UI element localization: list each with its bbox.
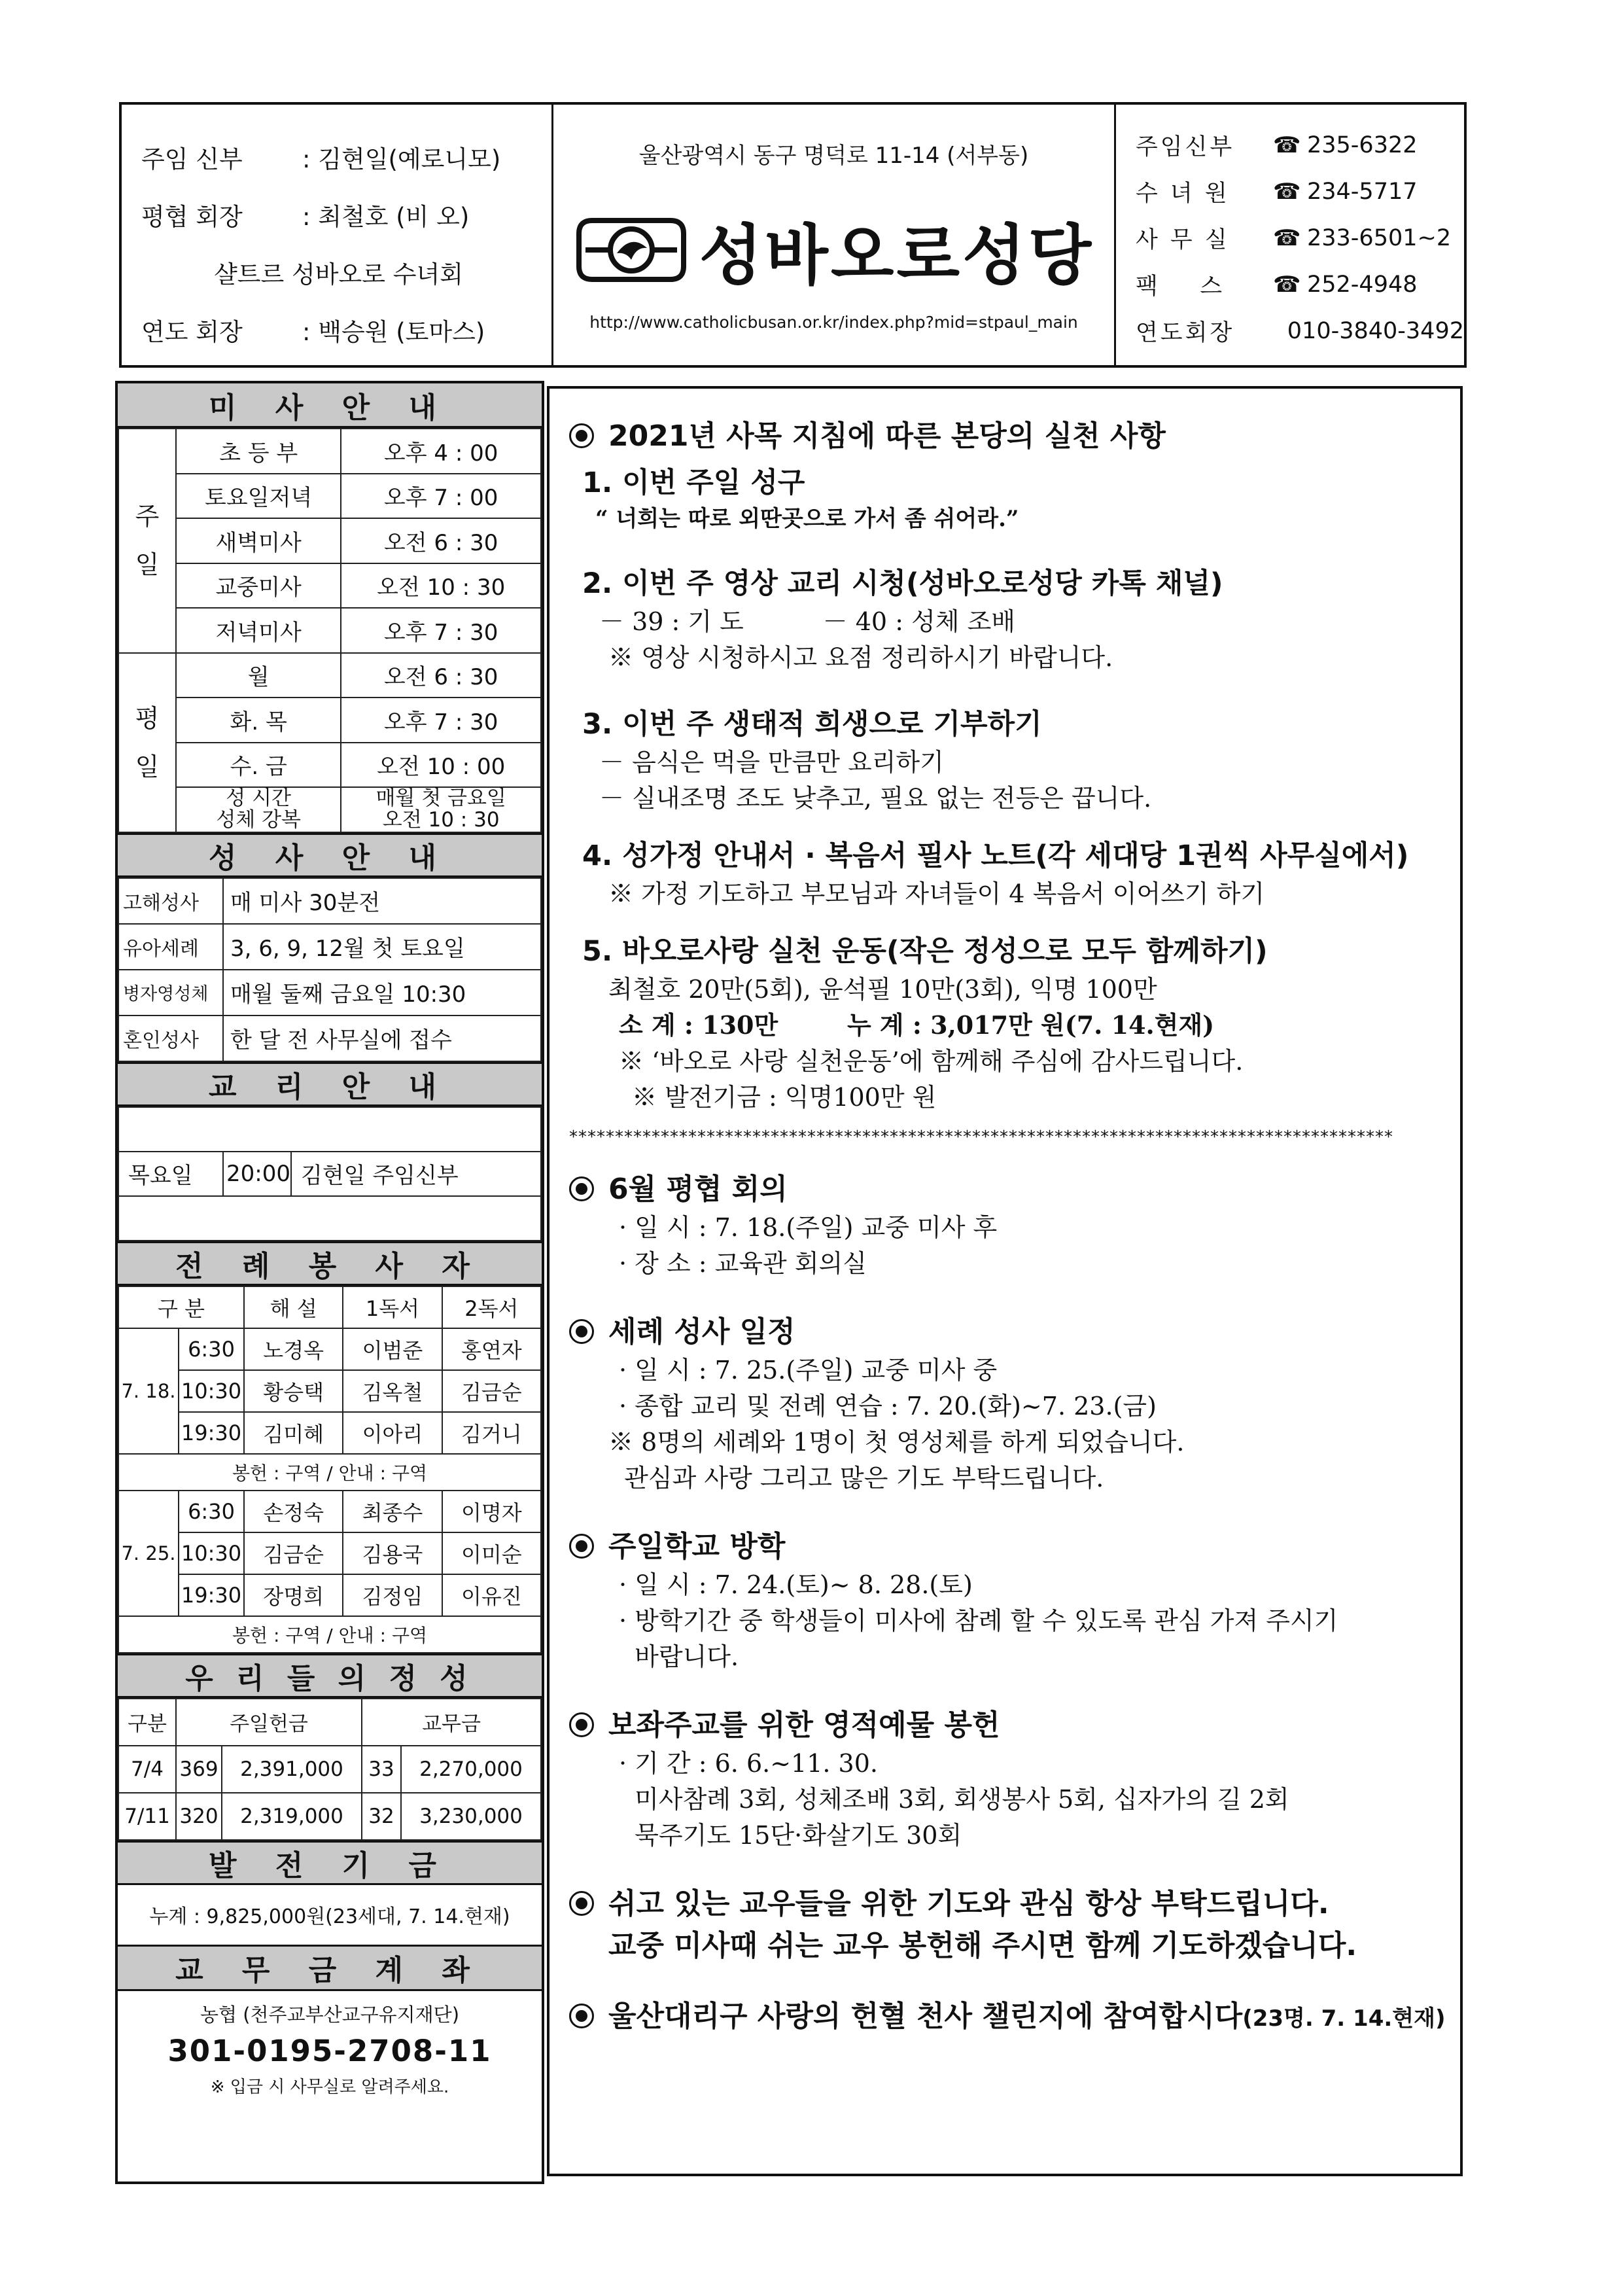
table-row	[118, 518, 541, 563]
table-row	[118, 1491, 541, 1532]
server-name: 김금순	[244, 1532, 343, 1574]
notice-line: 교중 미사때 쉬는 교우 봉헌해 주시면 함께 기도하겠습니다.	[608, 1929, 1357, 1962]
table-row	[118, 1107, 541, 1152]
notice-title-text: 울산대리구 사랑의 헌혈 천사 챌린지에 참여합시다	[608, 2000, 1243, 2033]
pastoral-item-line: ※ ‘바오로 사랑 실천운동’에 함께해 주심에 감사드립니다.	[619, 1047, 1244, 1076]
server-name: 김정임	[343, 1574, 442, 1616]
col-header: 교무금	[362, 1699, 541, 1746]
notice-title-text: 6월 평협 회의	[608, 1173, 788, 1206]
notice-title-text: 보좌주교를 위한 영적예물 봉헌	[608, 1708, 1000, 1742]
mass-name: 교중미사	[176, 563, 341, 609]
contact-row	[1136, 261, 1464, 308]
weekday-label-text: 평 일	[135, 703, 160, 781]
table-row	[118, 1328, 541, 1370]
table-row	[118, 924, 541, 970]
notice-line: 관심과 사랑 그리고 많은 기도 부탁드립니다.	[608, 1464, 1104, 1492]
contact-row	[1136, 308, 1464, 354]
service-time: 10:30	[179, 1370, 244, 1412]
church-brand	[553, 203, 1114, 297]
table-row	[118, 608, 541, 653]
table-row	[118, 1793, 541, 1840]
table-row	[118, 1412, 541, 1454]
bulletin-header	[119, 102, 1467, 368]
service-date: 7. 18.	[118, 1328, 179, 1454]
servers-section-title: 전 례 봉 사 자	[118, 1241, 542, 1286]
mass-name: 월	[176, 653, 341, 698]
table-row	[118, 474, 541, 519]
pastoral-item-line: － 39 : 기 도 － 40 : 성체 조배	[599, 607, 1015, 636]
offering-section-title: 우 리 들 의 정 성	[118, 1653, 542, 1698]
notice-line: 미사참례 3회, 성체조배 3회, 회생봉사 5회, 십자가의 길 2회	[619, 1785, 1289, 1814]
mass-time: 오전 6 : 30	[341, 518, 541, 563]
sacrament-table	[118, 877, 542, 1062]
server-name: 이아리	[343, 1412, 442, 1454]
phone-icon: ☎	[1273, 132, 1301, 158]
staff-label: 주임 신부	[141, 145, 243, 173]
server-name: 손정숙	[244, 1491, 343, 1532]
phone-icon: ☎	[1273, 224, 1301, 251]
mass-name: 화. 목	[176, 698, 341, 743]
pastoral-item-title: 2. 이번 주 영상 교리 시청(성바오로성당 카톡 채널)	[582, 567, 1223, 600]
table-row	[118, 429, 541, 474]
bank-name: 농협 (천주교부산교구유지재단)	[200, 2003, 460, 2026]
pastoral-heading	[569, 412, 1454, 454]
table-row	[118, 653, 541, 698]
empty-cell	[118, 1196, 541, 1241]
bank-section-title: 교 무 금 계 좌	[118, 1947, 542, 1991]
server-name: 이유진	[442, 1574, 541, 1616]
pastoral-heading-text: 2021년 사목 지침에 따른 본당의 실천 사항	[608, 419, 1166, 453]
server-name: 최종수	[343, 1491, 442, 1532]
server-name: 노경옥	[244, 1328, 343, 1370]
catechism-time: 20:00	[223, 1152, 291, 1196]
col-header: 해 설	[244, 1286, 343, 1328]
church-logo-icon	[574, 214, 689, 286]
table-row	[118, 743, 541, 788]
table-row	[118, 1196, 541, 1241]
header-contacts	[1116, 105, 1464, 365]
sacrament-name: 유아세례	[118, 924, 223, 970]
mass-time	[341, 787, 541, 832]
table-row	[118, 970, 541, 1016]
offering-table	[118, 1698, 542, 1841]
contact-label: 연도회장	[1136, 319, 1235, 346]
dues-amount: 3,230,000	[401, 1793, 541, 1840]
col-header: 구분	[118, 1699, 176, 1746]
sacrament-info: 매월 둘째 금요일 10:30	[223, 970, 541, 1016]
staff-row-council	[141, 186, 536, 243]
notice-line: · 일 시 : 7. 18.(주일) 교중 미사 후	[619, 1213, 998, 1242]
pastoral-item-title: 4. 성가정 안내서 · 복음서 필사 노트(각 세대당 1권씩 사무실에서)	[582, 839, 1409, 872]
contact-phone: 010-3840-3492	[1287, 317, 1464, 344]
col-header: 1독서	[343, 1286, 442, 1328]
server-name: 장명희	[244, 1574, 343, 1616]
pastoral-item-line: ※ 발전기금 : 익명100만 원	[632, 1083, 937, 1112]
server-name: 김미혜	[244, 1412, 343, 1454]
notice-line: · 일 시 : 7. 24.(토)~ 8. 28.(토)	[619, 1570, 973, 1599]
pastoral-item-line: ※ 영상 시청하시고 요점 정리하시기 바랍니다.	[608, 643, 1113, 672]
sunday-label-text: 주 일	[135, 502, 160, 580]
table-row	[118, 1532, 541, 1574]
col-header: 주일헌금	[176, 1699, 362, 1746]
table-row	[118, 1574, 541, 1616]
scripture-quote: “ 너희는 따로 외딴곳으로 가서 좀 쉬어라.”	[595, 506, 1019, 532]
staff-value: 샬트르 성바오로 수녀회	[214, 260, 463, 289]
sunday-label	[118, 429, 176, 653]
server-name: 김거니	[442, 1412, 541, 1454]
contact-row	[1136, 168, 1464, 215]
contact-phone: 235-6322	[1307, 132, 1418, 158]
col-header: 구 분	[118, 1286, 244, 1328]
bullet-icon	[569, 1319, 594, 1344]
col-header: 2독서	[442, 1286, 541, 1328]
mass-time-text: 매월 첫 금요일 오전 10 : 30	[375, 786, 506, 832]
server-name: 이범준	[343, 1328, 442, 1370]
liturgy-servers-table	[118, 1286, 542, 1653]
staff-row-sisters	[141, 243, 536, 301]
notice-title	[569, 1701, 1454, 1743]
table-row	[118, 1746, 541, 1793]
offering-date: 7/4	[118, 1746, 176, 1793]
service-time: 19:30	[179, 1412, 244, 1454]
mass-section-title: 미 사 안 내	[118, 383, 542, 428]
server-name: 황승택	[244, 1370, 343, 1412]
mass-name-text: 성 시간 성체 강복	[216, 786, 301, 832]
service-note: 봉헌 : 구역 / 안내 : 구역	[118, 1616, 541, 1653]
notice-line: ※ 8명의 세례와 1명이 첫 영성체를 하게 되었습니다.	[608, 1428, 1185, 1457]
offering-count: 369	[176, 1746, 222, 1793]
pastoral-item-title: 5. 바오로사랑 실천 운동(작은 정성으로 모두 함께하기)	[582, 935, 1268, 968]
staff-value: : 김현일(예로니모)	[302, 145, 501, 173]
sacrament-info: 매 미사 30분전	[223, 878, 541, 924]
offering-amount: 2,319,000	[222, 1793, 362, 1840]
table-row	[118, 1016, 541, 1061]
pastoral-item-line: ※ 가정 기도하고 부모님과 자녀들이 4 복음서 이어쓰기 하기	[608, 879, 1265, 908]
table-header-row	[118, 1699, 541, 1746]
sacrament-name: 고해성사	[118, 878, 223, 924]
mass-time: 오전 10 : 30	[341, 563, 541, 609]
bullet-icon	[569, 1176, 594, 1201]
service-time: 6:30	[179, 1328, 244, 1370]
staff-row-pastor	[141, 128, 536, 186]
mass-name: 수. 금	[176, 743, 341, 788]
mass-schedule-table	[118, 428, 542, 833]
server-name: 김용국	[343, 1532, 442, 1574]
mass-name: 새벽미사	[176, 518, 341, 563]
bullet-icon	[569, 423, 594, 448]
notice-title	[569, 1308, 1454, 1350]
server-name: 이미순	[442, 1532, 541, 1574]
notice-line: 묵주기도 15단·화살기도 30회	[619, 1821, 962, 1850]
notice-title	[569, 1880, 1454, 1922]
staff-value: : 백승원 (토마스)	[302, 318, 485, 346]
staff-label: 연도 회장	[141, 318, 243, 346]
mass-name	[176, 787, 341, 832]
pastoral-item-line: － 실내조명 조도 낮추고, 필요 없는 전등은 끕니다.	[599, 784, 1152, 813]
table-row	[118, 1616, 541, 1653]
notice-line: · 방학기간 중 학생들이 미사에 참례 할 수 있도록 관심 가져 주시기	[619, 1606, 1338, 1635]
notice-title	[569, 1165, 1454, 1207]
sacrament-info: 3, 6, 9, 12월 첫 토요일	[223, 924, 541, 970]
contact-phone: 252-4948	[1307, 271, 1418, 298]
phone-icon: ☎	[1273, 271, 1301, 298]
notice-title-text: 쉬고 있는 교우들을 위한 기도와 관심 항상 부탁드립니다.	[608, 1887, 1329, 1920]
mass-time: 오후 7 : 00	[341, 474, 541, 519]
separator-line: ******************************************************************************************	[569, 1127, 1393, 1147]
notice-title	[569, 1523, 1454, 1564]
fund-total: 누계 : 9,825,000원(23세대, 7. 14.현재)	[118, 1885, 542, 1947]
bullet-icon	[569, 2004, 594, 2028]
service-time: 19:30	[179, 1574, 244, 1616]
service-note: 봉헌 : 구역 / 안내 : 구역	[118, 1454, 541, 1491]
notice-line: · 일 시 : 7. 25.(주일) 교중 미사 중	[619, 1356, 998, 1385]
dues-amount: 2,270,000	[401, 1746, 541, 1793]
contact-phone: 234-5717	[1307, 178, 1418, 205]
mass-time: 오전 6 : 30	[341, 653, 541, 698]
sacrament-name: 혼인성사	[118, 1016, 223, 1061]
notice-title	[569, 1992, 1454, 2034]
catechism-table	[118, 1106, 542, 1241]
offering-count: 320	[176, 1793, 222, 1840]
service-time: 6:30	[179, 1491, 244, 1532]
server-name: 이명자	[442, 1491, 541, 1532]
bullet-icon	[569, 1891, 594, 1916]
sacrament-info: 한 달 전 사무실에 접수	[223, 1016, 541, 1061]
staff-value: : 최철호 (비 오)	[302, 203, 470, 231]
phone-icon: ☎	[1273, 178, 1301, 205]
church-address: 울산광역시 동구 명덕로 11-14 (서부동)	[638, 143, 1029, 169]
contact-label: 수 녀 원	[1136, 180, 1230, 207]
offering-date: 7/11	[118, 1793, 176, 1840]
bank-account	[118, 1991, 542, 2098]
server-name: 홍연자	[442, 1328, 541, 1370]
notice-line: 바랍니다.	[619, 1642, 739, 1671]
contact-label: 사 무 실	[1136, 226, 1230, 253]
contact-row	[1136, 215, 1464, 261]
notice-line: · 기 간 : 6. 6.~11. 30.	[619, 1749, 878, 1778]
catechism-day: 목요일	[118, 1152, 223, 1196]
pastoral-item-line: － 음식은 먹을 만큼만 요리하기	[599, 748, 944, 777]
mass-time: 오후 7 : 30	[341, 698, 541, 743]
mass-name: 토요일저녁	[176, 474, 341, 519]
contact-phone: 233-6501~2	[1307, 224, 1452, 251]
offering-amount: 2,391,000	[222, 1746, 362, 1793]
notice-title-text: 주일학교 방학	[608, 1530, 786, 1563]
header-title	[553, 105, 1116, 365]
pastoral-item-title: 3. 이번 주 생태적 희생으로 기부하기	[582, 708, 1042, 741]
pastoral-item-line: 소 계 : 130만 누 계 : 3,017만 원(7. 14.현재)	[619, 1010, 1215, 1040]
fund-section-title: 발 전 기 금	[118, 1841, 542, 1885]
table-row	[118, 878, 541, 924]
table-header-row	[118, 1286, 541, 1328]
notice-body	[547, 386, 1463, 2176]
contact-row	[1136, 122, 1464, 168]
weekday-label	[118, 653, 176, 832]
table-row	[118, 698, 541, 743]
pastoral-item-line: 최철호 20만(5회), 윤석필 10만(3회), 익명 100만	[608, 975, 1157, 1004]
table-row	[118, 1370, 541, 1412]
bullet-icon	[569, 1534, 594, 1559]
empty-cell	[118, 1107, 541, 1152]
dues-count: 33	[362, 1746, 401, 1793]
sacrament-section-title: 성 사 안 내	[118, 833, 542, 877]
church-url[interactable]: http://www.catholicbusan.or.kr/index.php?mid=stpaul_main	[589, 313, 1078, 332]
table-row	[118, 1454, 541, 1491]
service-date: 7. 25.	[118, 1491, 179, 1616]
catechism-teacher: 김현일 주임신부	[291, 1152, 541, 1196]
mass-time: 오전 10 : 00	[341, 743, 541, 788]
bank-account-number: 301-0195-2708-11	[167, 2033, 492, 2068]
server-name: 김금순	[442, 1370, 541, 1412]
bullet-icon	[569, 1712, 594, 1737]
sacrament-name: 병자영성체	[118, 970, 223, 1016]
notice-line: · 종합 교리 및 전례 연습 : 7. 20.(화)~7. 23.(금)	[619, 1392, 1157, 1421]
pastoral-item-title: 1. 이번 주일 성구	[582, 467, 805, 499]
notice-title-suffix: (23명. 7. 14.현재)	[1242, 2005, 1446, 2032]
table-row	[118, 787, 541, 832]
table-row	[118, 563, 541, 609]
staff-row-yeondo	[141, 301, 536, 359]
mass-time: 오후 4 : 00	[341, 429, 541, 474]
table-row	[118, 1152, 541, 1196]
church-name: 성바오로성당	[699, 217, 1094, 294]
mass-name: 초 등 부	[176, 429, 341, 474]
notice-line: · 장 소 : 교육관 회의실	[619, 1249, 867, 1278]
info-sidebar	[115, 381, 544, 2184]
contact-label: 팩 스	[1136, 273, 1225, 300]
server-name: 김옥철	[343, 1370, 442, 1412]
mass-name: 저녁미사	[176, 608, 341, 653]
mass-time: 오후 7 : 30	[341, 608, 541, 653]
service-time: 10:30	[179, 1532, 244, 1574]
header-staff	[122, 105, 553, 365]
bank-note: ※ 입금 시 사무실로 알려주세요.	[210, 2077, 449, 2097]
dues-count: 32	[362, 1793, 401, 1840]
catechism-section-title: 교 리 안 내	[118, 1062, 542, 1106]
contact-label: 주임신부	[1136, 133, 1235, 160]
notice-title-text: 세례 성사 일정	[608, 1315, 795, 1349]
staff-label: 평협 회장	[141, 203, 243, 231]
